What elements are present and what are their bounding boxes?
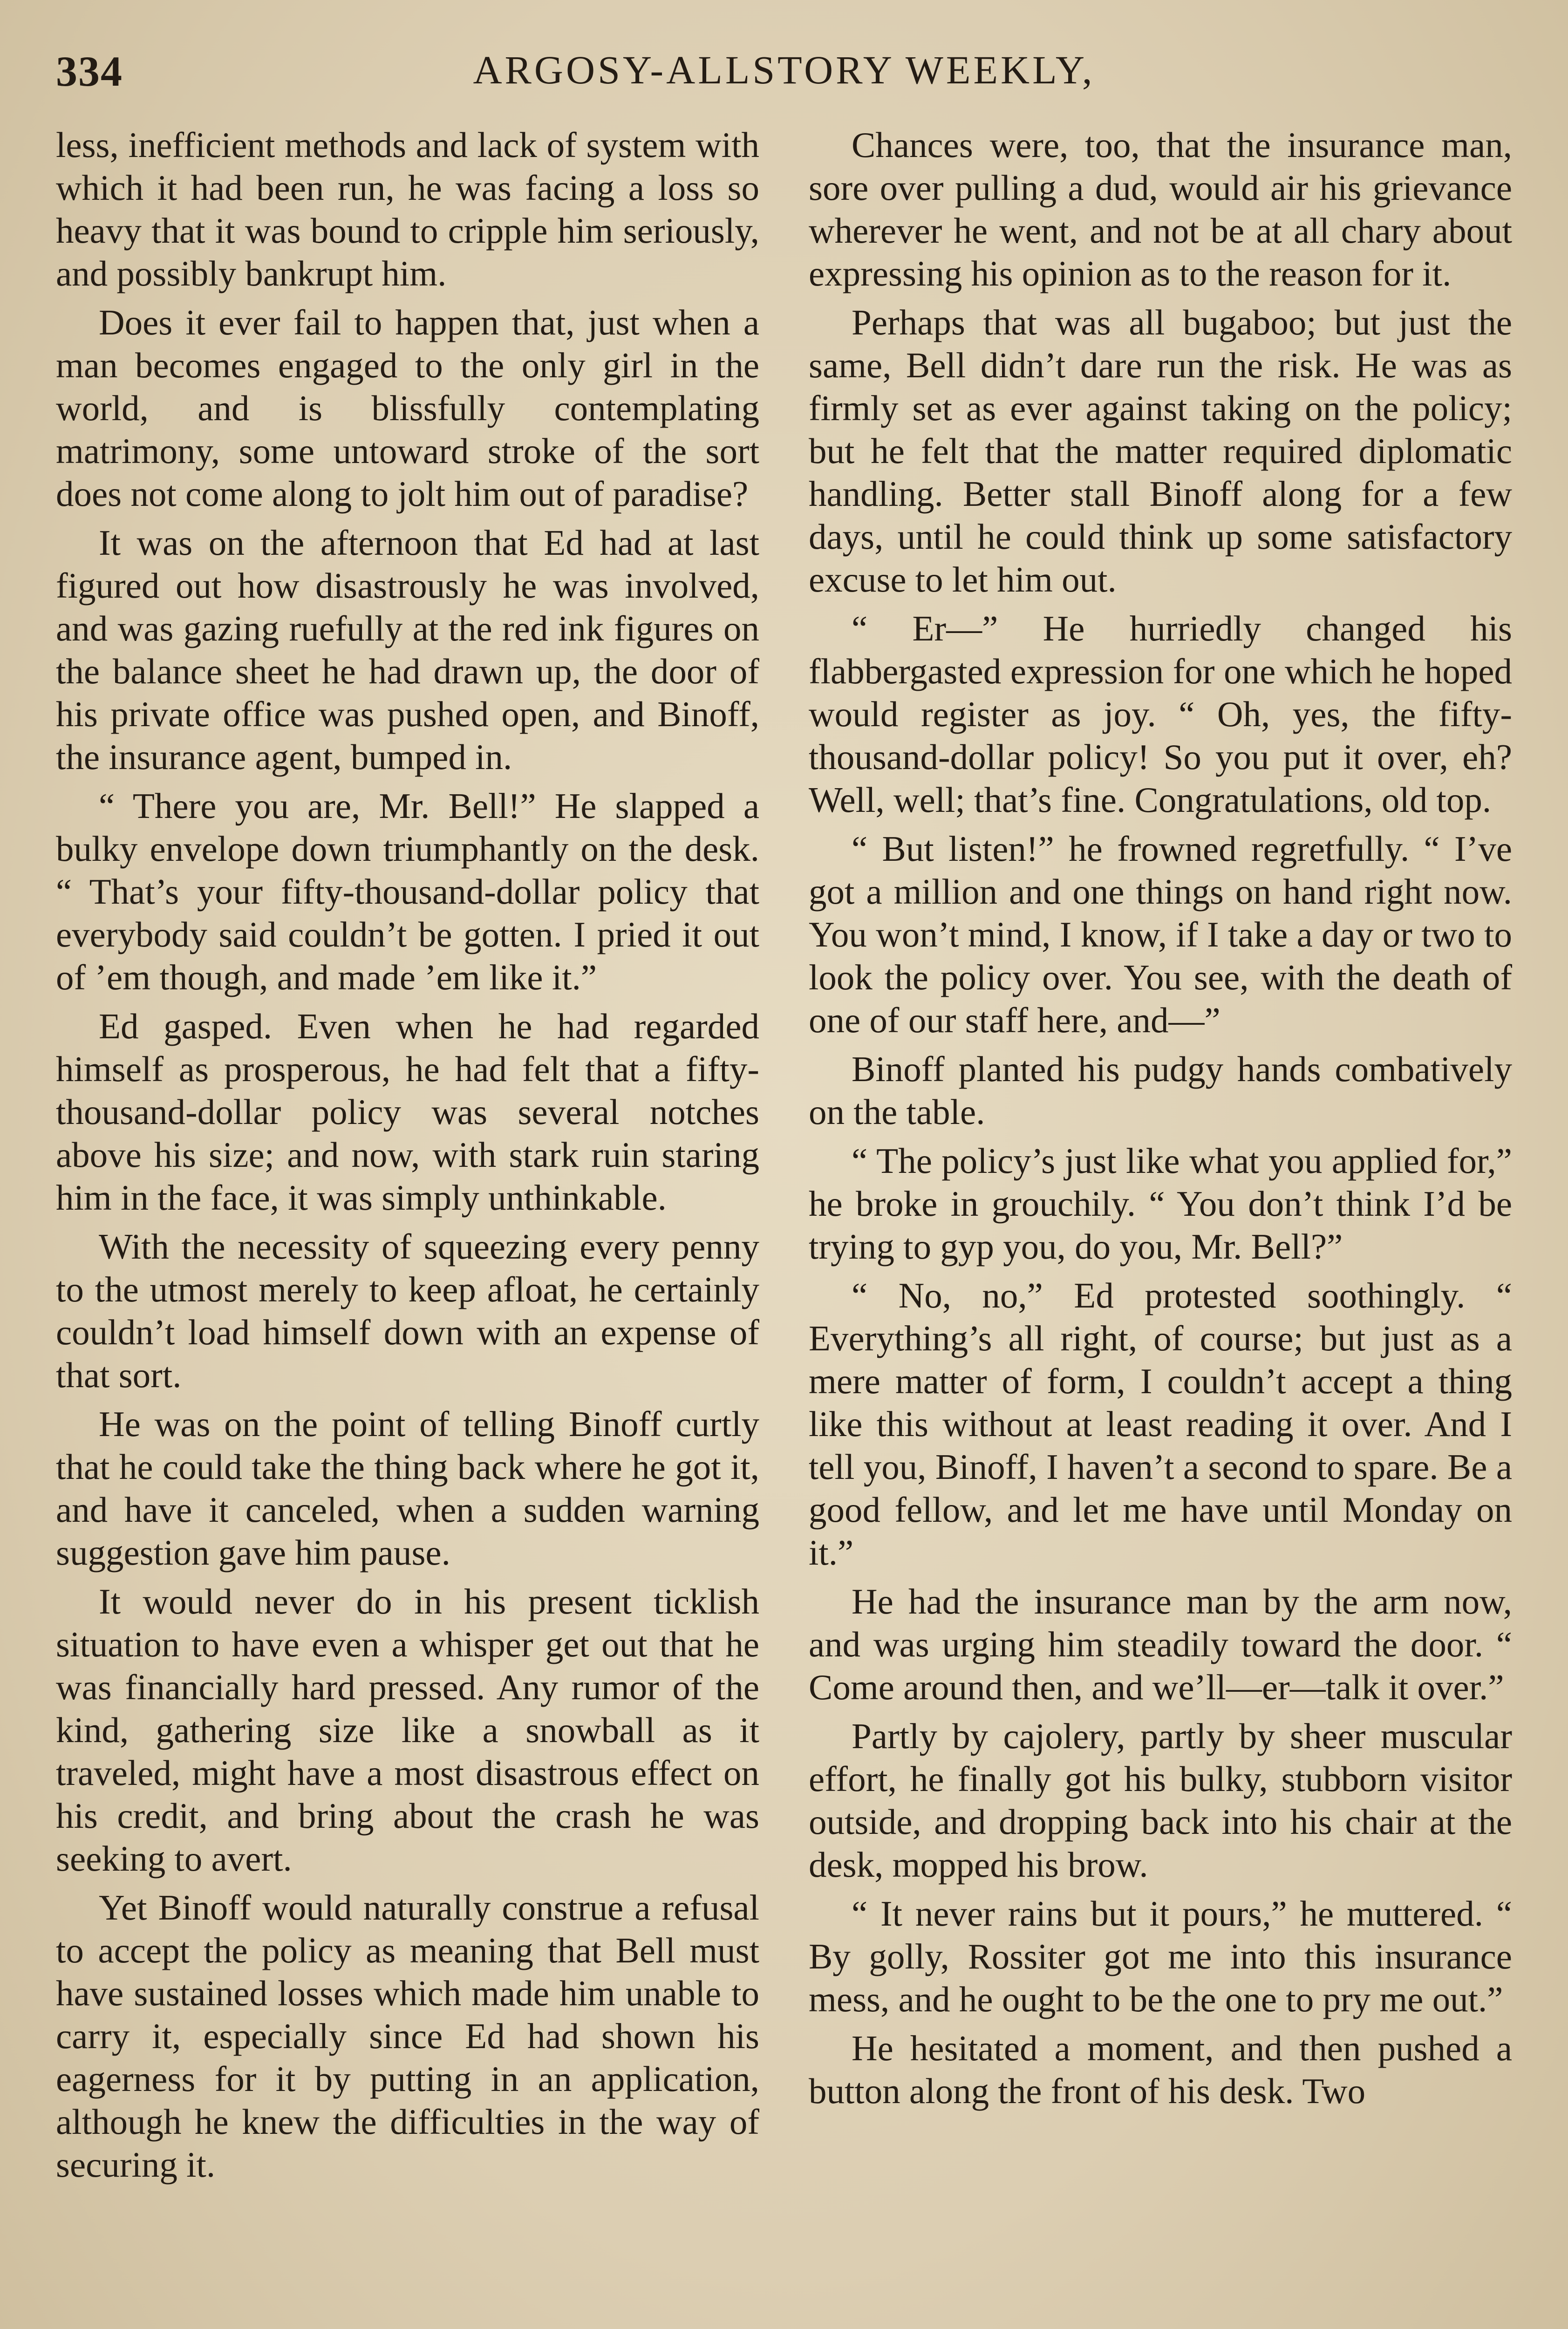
paragraph: “ There you are, Mr. Bell!” He slapped a bulky envelope down triumphantly on the desk. “ That’s your fifty-thousand-dollar policy that everybody said couldn’t be gotten. I pried it out of ’em though, and made ’em like it.” [56,786,759,997]
paragraph: “ But listen!” he frowned regretfully. “ I’ve got a million and one things on hand right now. You won’t mind, I know, if I take a day or two to look the policy over. You see, with the death of one of our staff here, and—” [809,829,1512,1040]
paragraph: “ The policy’s just like what you applied for,” he broke in grouchily. “ You don’t think I’d be trying to gyp you, do you, Mr. Bell?” [809,1141,1512,1267]
paragraph: “ Er—” He hurriedly changed his flabbergasted expression for one which he hoped would register as joy. “ Oh, yes, the fifty-thousand-dollar policy! So you put it over, eh? Well, well; that’s fine. Congratulations, old top. [809,608,1512,820]
paragraph: It was on the afternoon that Ed had at last figured out how disastrously he was involved, and was gazing ruefully at the red ink figures on the balance sheet he had drawn up, the door of his private office was pushed open, and Binoff, the insurance agent, bumped in. [56,523,759,777]
paragraph: He hesitated a moment, and then pushed a button along the front of his desk. Two [809,2028,1512,2111]
column-right [809,123,1512,2329]
paragraph: He had the insurance man by the arm now, and was urging him steadily toward the door. “ Come around then, and we’ll—er—talk it over.” [809,1581,1512,1707]
paragraph: less, inefficient methods and lack of system with which it had been run, he was facing a loss so heavy that it was bound to cripple him seriously, and possibly bankrupt him. [56,125,759,293]
page-header [56,37,1512,107]
paragraph: Perhaps that was all bugaboo; but just the same, Bell didn’t dare run the risk. He was as firmly set as ever against taking on the policy; but he felt that the matter required diplomatic handling. Better stall Binoff along for a few days, until he could think up some satisfactory excuse to let him out. [809,302,1512,599]
paragraph: With the necessity of squeezing every penny to the utmost merely to keep afloat, he certainly couldn’t load himself down with an expense of that sort. [56,1226,759,1395]
paragraph: He was on the point of telling Binoff curtly that he could take the thing back where he got it, and have it canceled, when a sudden warning suggestion gave him pause. [56,1404,759,1573]
paragraph: Ed gasped. Even when he had regarded himself as prosperous, he had felt that a fifty-thousand-dollar policy was several notches above his size; and now, with stark ruin staring him in the face, it was simply unthinkable. [56,1006,759,1218]
paragraph: Yet Binoff would naturally construe a refusal to accept the policy as meaning that Bell must have sustained losses which made him unable to carry it, especially since Ed had shown his eagerness for it by putting in an application, although he knew the difficulties in the way of securing it. [56,1887,759,2185]
paragraph: “ No, no,” Ed protested soothingly. “ Everything’s all right, of course; but just as a mere matter of form, I couldn’t accept a thing like this without at least reading it over. And I tell you, Binoff, I haven’t a second to spare. Be a good fellow, and let me have until Monday on it.” [809,1275,1512,1573]
paragraph: It would never do in his present ticklish situation to have even a whisper get out that he was financially hard pressed. Any rumor of the kind, gathering size like a snowball as it traveled, might have a most disastrous effect on his credit, and bring about the crash he was seeking to avert. [56,1581,759,1879]
paragraph: Chances were, too, that the insurance man, sore over pulling a dud, would air his grievance wherever he went, and not be at all chary about expressing his opinion as to the reason for it. [809,125,1512,293]
page-number: 334 [56,48,123,95]
paragraph: “ It never rains but it pours,” he muttered. “ By golly, Rossiter got me into this insurance mess, and he ought to be the one to pry me out.” [809,1893,1512,2019]
paragraph: Does it ever fail to happen that, just when a man becomes engaged to the only girl in the world, and is blissfully contemplating matrimony, some untoward stroke of the sort does not come along to jolt him out of paradise? [56,302,759,514]
column-left [56,123,759,2329]
text-columns [56,123,1512,2329]
paragraph: Binoff planted his pudgy hands combatively on the table. [809,1049,1512,1132]
running-head: ARGOSY-ALLSTORY WEEKLY, [473,48,1095,92]
paragraph: Partly by cajolery, partly by sheer muscular effort, he finally got his bulky, stubborn visitor outside, and dropping back into his chair at the desk, mopped his brow. [809,1716,1512,1885]
